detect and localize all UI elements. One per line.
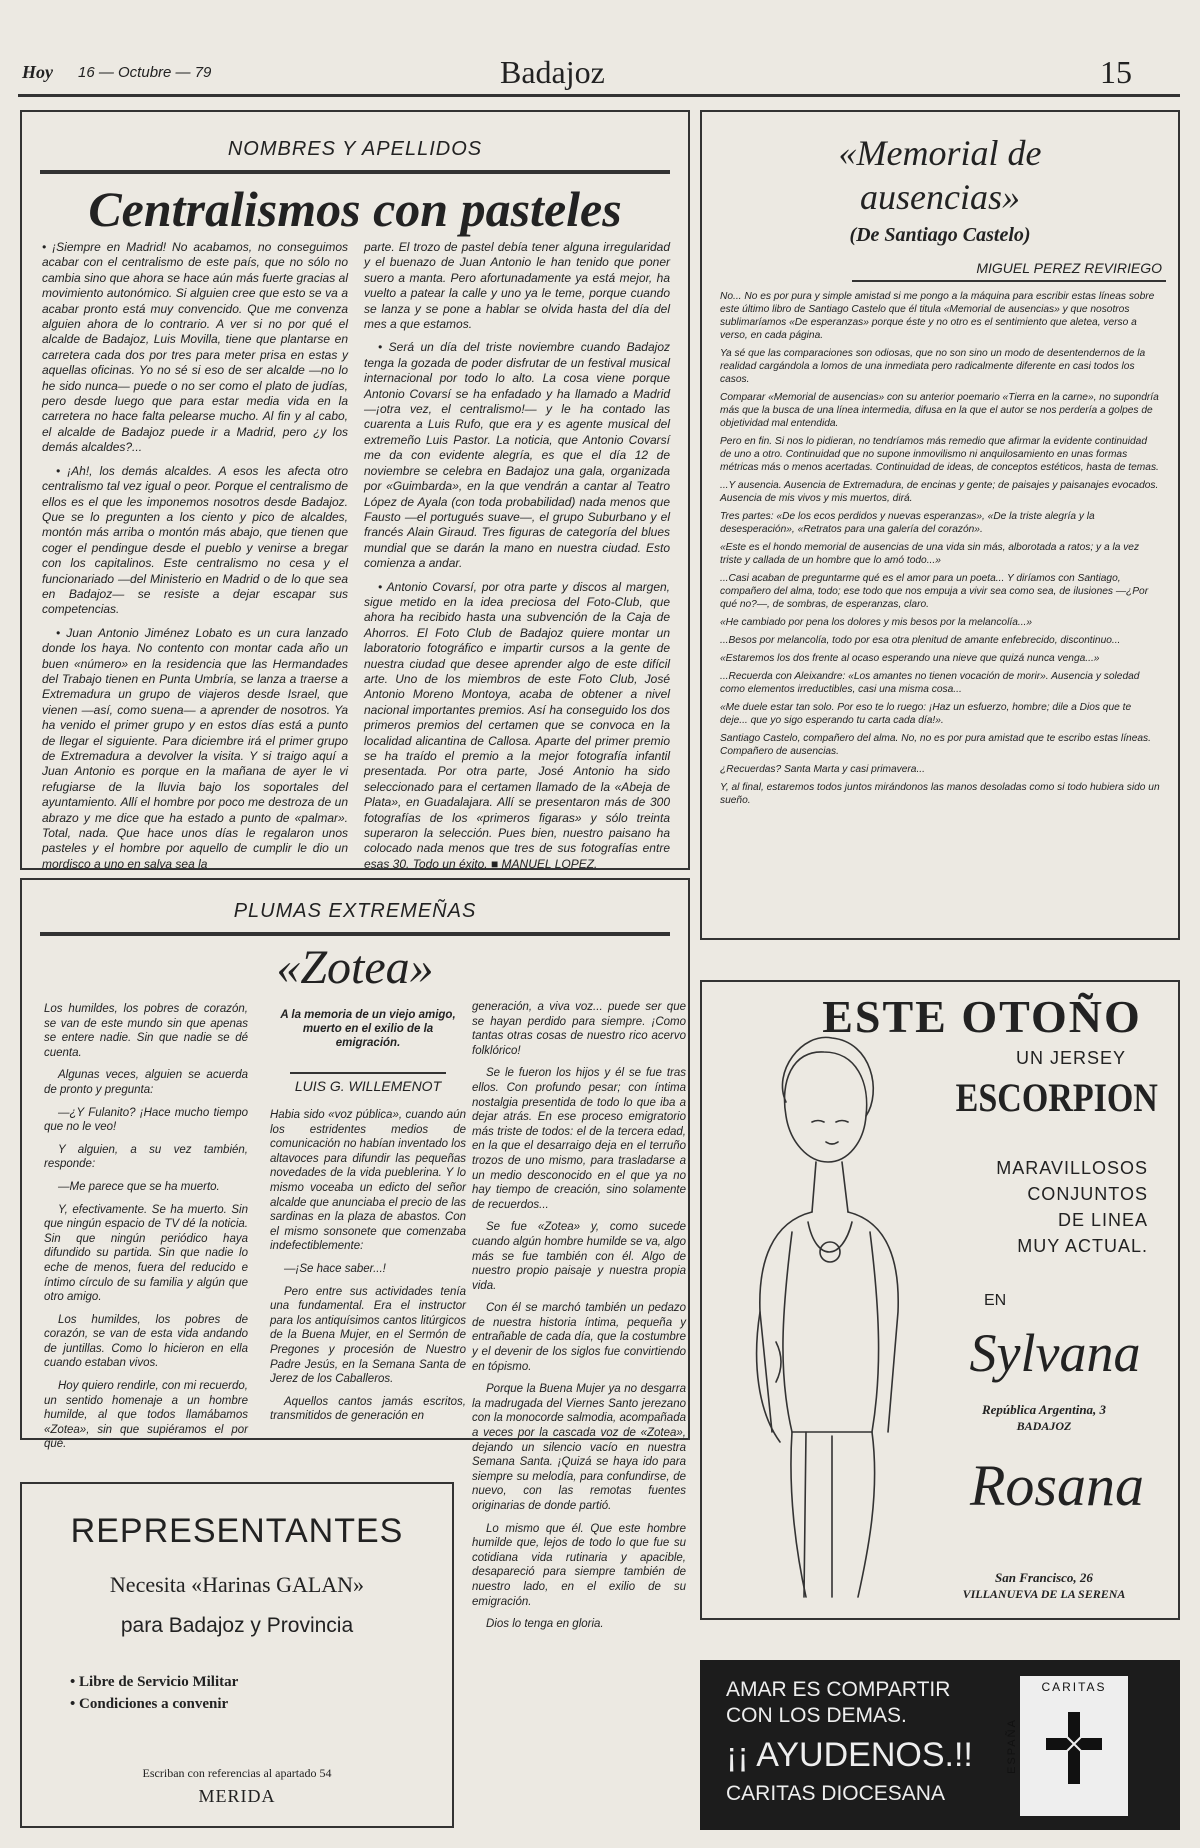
paragraph: ...Casi acaban de preguntarme qué es el amor para un poeta... Y diríamos con Santiago, compañero del alma, todo; ese todo que nos empuja a vivir sea como sea, de ilusiones —¿Por qué no?—, de sombras, de esperanzas, claro.	[720, 573, 1149, 610]
ad-caritas	[700, 1660, 1180, 1830]
paragraph: Con él se marchó también un pedazo de nuestra historia íntima, pequeña y entrañable de cada día, que la costumbre y el devenir de los siglos fue convirtiendo en tópismo.	[472, 1302, 686, 1373]
zotea-byline: LUIS G. WILLEMENOT	[294, 1078, 442, 1094]
zotea-title: «Zotea»	[276, 941, 434, 994]
shop-logo-sylvana: Sylvana	[969, 1323, 1141, 1383]
shop-address: República Argentina, 3	[981, 1402, 1107, 1417]
ad-line-2: para Badajoz y Provincia	[120, 1614, 354, 1637]
paragraph: Y, efectivamente. Se ha muerto. Sin que ningún espacio de TV dé la noticia. Sin que ningún periódico haya difundido su partida. Sin que nadie lo eche de menos, fuera del reducido e íntimo círculo de su familia y algún que otro amigo.	[44, 1203, 248, 1304]
quoted-verse: «Estaremos los dos frente al ocaso esperando una nieve que quizá nunca venga...»	[720, 653, 1100, 664]
paragraph: Porque la Buena Mujer ya no desgarra la madrugada del Viernes Santo jerezano con la monocorde salmodia, acompañada a veces por la cascada voz de «Zotea», dejando un silencio vacío en nuestra Semana Santa. ¡Quizá se haya ido para siempre su melodía, para confundirse, de nuevo, con las remotas fuentes originarias de donde partió.	[472, 1383, 686, 1512]
ad-line-1: UN JERSEY	[1015, 1048, 1126, 1068]
paragraph: Y alguien, a su vez también, responde:	[44, 1143, 248, 1171]
shop-city: BADAJOZ	[1016, 1419, 1072, 1433]
paragraph: Dios lo tenga en gloria.	[486, 1618, 604, 1631]
memorial-title-1: «Memorial de	[838, 133, 1042, 173]
paragraph: Pero entre sus actividades tenía una fundamental. Era el instructor para los antiquísimos cantos litúrgicos de la Buena Mujer, en el Sermón de Pregones y procesión de Nuestro Padre Jesús, en la Semana Santa de Jerez de los Caballeros.	[270, 1285, 466, 1386]
paragraph: Hoy quiero rendirle, con mi recuerdo, un sentido homenaje a un hombre humilde, al que todos llamábamos «Zotea», sin que supiéramos el por qué.	[44, 1380, 248, 1451]
caritas-seal-text: CARITAS	[1041, 1680, 1107, 1694]
paragraph: • Juan Antonio Jiménez Lobato es un cura lanzado donde los haya. No contento con montar cada año un buen «número» en la residencia que las Hermandades del Trabajo tienen en Punta Umbría, se lanza a traerse a Extremadura un grupo de viajeros desde Israel, que vienen —así, como suena— a aprender de nosotros. Ya ha venido el primer grupo y en estos días está a punto de llegar el siguiente. Para diciembre irá el primer grupo de Extremadura a devolver la visita. Y si traigo aquí a Juan Antonio es porque en la mañana de ayer le vi refugiarse de la lluvia bajo los soportales del ayuntamiento. Allí el hombre por poco me destroza de un abrazo y me dice que ha estado a punto de «palmar». Total, nada. Que hace unos días le regalaron unos pasteles y el hombre por aquello de cumplir le dio un mordisco a uno en salva sea la	[42, 625, 348, 871]
article-column-2	[364, 240, 670, 871]
quoted-verse: Y, al final, estaremos todos juntos mirándonos las manos desoladas como si todo hubiera sido un sueño.	[720, 782, 1160, 806]
paragraph: Aquellos cantos jamás escritos, transmitidos de generación en	[270, 1395, 466, 1423]
caritas-seal	[1005, 1676, 1128, 1816]
article-column-1	[42, 240, 348, 871]
paragraph: Santiago Castelo, compañero del alma. No, no es por pura amistad que te escribo estas líneas. Compañero de ausencias.	[720, 733, 1151, 757]
paragraph: —¡Se hace saber...!	[284, 1262, 386, 1275]
paragraph: —Me parece que se ha muerto.	[58, 1180, 220, 1193]
paragraph: Habia sido «voz pública», cuando aún los estridentes medios de comunicación no habían inventado los altavoces para difundir las pequeñas novedades de la vida pueblerina. Y lo mismo voceaba un edicto del señor alcalde que anunciaba el precio de las sardinas en la plaza de abastos. Con el mismo sonsonete que comenzaba indefectiblemente:	[270, 1109, 466, 1253]
caritas-seal-side: ESPAÑA	[1005, 1718, 1018, 1774]
zotea-column-3	[472, 1000, 686, 1840]
ad-headline: REPRESENTANTES	[70, 1512, 404, 1550]
caritas-line-3: ¡¡ AYUDENOS.!!	[726, 1736, 973, 1774]
cross-icon	[1042, 1708, 1106, 1788]
page-number: 15	[1100, 54, 1132, 90]
paragraph: ...Besos por melancolía, todo por esa otra plenitud de amante enfebrecido, discontinuo...	[720, 635, 1121, 646]
byline-rule	[852, 280, 1166, 282]
zotea-column-2	[270, 1108, 466, 1424]
masthead-logo: Hoy	[22, 62, 53, 82]
quoted-verse: «Este es el hondo memorial de ausencias de una vida sin más, alborotada a ratos; y a la vez triste y callada de un hombre que lo amó todo...»	[720, 542, 1140, 566]
quoted-verse: «He cambiado por pena los dolores y mis besos por la melancolía...»	[720, 617, 1033, 628]
ad-footer-2: MERIDA	[198, 1786, 276, 1806]
paragraph: • Será un día del triste noviembre cuando Badajoz tenga la gozada de poder disfrutar de un festival musical internacional por todo lo alto. La cosa viene porque Antonio Covarsí se ha enfadado y ha llamado a Madrid —¡otra vez, el centralismo!— y le ha contado las cuarenta a Luis Rufo, que era y es agente musical del extremeño Luis Pastor. La noticia, que Antonio Covarsí me da con evidente alegría, es que el día 12 de noviembre se celebra en Badajoz una gala, organizada por «Guimbarda», en la que vendrán a cantar al Teatro López de Ayala (con toda probabilidad) nada menos que Fausto —el portugués suave—, el grupo Suburbano y el francés Alain Giraud. Tres figuras de categoría del blues mundial que se darán la mano en nuestra ciudad. Esto comienza a andar.	[364, 340, 670, 571]
paragraph: Los humildes, los pobres de corazón, se van de esta vida andando de juntillas. Como lo hicieron en ella cuando estaban vivos.	[44, 1313, 248, 1370]
shop-logo-rosana: Rosana	[970, 1453, 1144, 1518]
paragraph: Se fue «Zotea» y, como sucede cuando algún hombre humilde se va, algo más se fue también con él. Algo de nuestro propio paisaje y nuestra propia vida.	[472, 1221, 686, 1292]
caritas-line-4: CARITAS DIOCESANA	[726, 1782, 945, 1805]
ad-footer-1: Escriban con referencias al apartado 54	[142, 1766, 332, 1780]
caritas-line-2: CON LOS DEMAS.	[726, 1704, 907, 1727]
ad-bullet-text: Condiciones a convenir	[79, 1696, 229, 1712]
ad-headline: ESTE OTOÑO	[822, 991, 1142, 1042]
ad-sylvana	[700, 980, 1180, 1620]
paragraph: Se le fueron los hijos y él se fue tras ellos. Con profundo pesar; con íntima nostalgia presentida de todo lo que iba a dejar atrás. En ese proceso emigratorio más triste de todos: el de la tercera edad, en la que el desarraigo deja en el terruño trozos de uno mismo, para trasladarse a un medio desconocido en el que ya no hay tiempo de creación, sino solamente de recuerdos...	[472, 1067, 686, 1211]
zotea-kicker: PLUMAS EXTREMEÑAS	[233, 900, 477, 922]
ad-bullet: • Condiciones a convenir	[70, 1696, 229, 1712]
paragraph: Los humildes, los pobres de corazón, se van de este mundo sin que apenas se entere nadie. Sin que nadie se dé cuenta.	[44, 1003, 248, 1059]
paragraph: • ¡Siempre en Madrid! No acabamos, no conseguimos acabar con el centralismo de este país, que no sólo no cambia sino que ahora se hace aún más fuerte gracias al movimiento autonómico. Si alguien cree que esto se va a acabar pronto está muy convencido. Que me convenza alguien ahora de lo contrario. A ver si no por qué el alcalde de Badajoz, Luis Movilla, tiene que plantarse en carretera cada dos por tres para meter prisa en estas y aquellas oficinas. Yo no sé si eso de ser alcalde —no lo he sido nunca— puede o no ser como el plato de judías, pero desde luego que para estar media vida en la carretera no hace falta pelearse mucho. Al fin y al cabo, el alcalde de Badajoz puede ir a Madrid, pero ¿y los demás alcaldes?...	[42, 240, 348, 455]
memorial-subtitle: (De Santiago Castelo)	[849, 224, 1031, 246]
paragraph: • ¡Ah!, los demás alcaldes. A esos les afecta otro centralismo tal vez igual o peor. Porque el centralismo de ellos es el que les imponemos nosotros desde Badajoz. Que se lo pregunten a los ciento y pico de alcaldes, montón más arriba o montón más abajo, que tienen que coger el pendingue desde el pueblo y venirse a bregar con los capitalinos. Este centralismo no cesa y el funcionariado —del Ministerio en Madrid o de lo que sea en Badajoz— se resiste a dejar escapar sus competencias.	[42, 463, 348, 617]
article-title: Centralismos con pasteles	[88, 181, 622, 237]
paragraph: Lo mismo que él. Que este hombre humilde que, lejos de todo lo que fue su cotidiana vida rutinaria y apacible, desapareció para siempre también de nuestro lado, en el exilio de su emigración.	[472, 1522, 686, 1608]
memorial-byline: MIGUEL PEREZ REVIRIEGO	[976, 260, 1162, 276]
ad-brand: ESCORPION	[955, 1075, 1158, 1120]
caritas-line-1: AMAR ES COMPARTIR	[726, 1678, 951, 1701]
paragraph: ¿Recuerdas? Santa Marta y casi primavera...	[720, 764, 925, 775]
paragraph: Tres partes: «De los ecos perdidos y nuevas esperanzas», «De la triste alegría y la desesperación», «Retratos para una galería del corazón».	[720, 511, 1095, 535]
ad-bullet: • Libre de Servicio Militar	[70, 1674, 239, 1690]
shop-address: San Francisco, 26	[995, 1570, 1093, 1585]
article-centralismos	[20, 110, 690, 870]
ad-body-line: MARAVILLOSOS	[996, 1158, 1148, 1178]
zotea-column-1	[44, 1002, 248, 1451]
paragraph: —¿Y Fulanito? ¡Hace mucho tiempo que no le veo!	[44, 1106, 248, 1134]
paragraph: ...Y ausencia. Ausencia de Extremadura, de encinas y gente; de paisajes y paisanajes evocados. Ausencia de mis vivos y mis muertos, dirá.	[720, 480, 1159, 504]
ad-line-1: Necesita «Harinas GALAN»	[109, 1572, 365, 1597]
paragraph: Pero en fin. Si nos lo pidieran, no tendríamos más remedio que afirmar la evidente continuidad de uno a otro. Continuidad que no supone inmovilismo ni anquilosamiento en unas formas métricas más o menos acertadas. Continuidad de ideas, de conceptos estéticos, hasta de temas.	[720, 436, 1159, 473]
header-rule	[18, 94, 1180, 97]
section-title: Badajoz	[500, 54, 605, 90]
paragraph: No... No es por pura y simple amistad si me pongo a la máquina para escribir estas líneas sobre este último libro de Santiago Castelo que él titula «Memorial de ausencias» y que nosotros sublimaríamos «De esperanzas» porque éste y no otro es el sentimiento que aletea, verso a verso, en cada página.	[720, 291, 1155, 341]
article-memorial	[700, 110, 1180, 940]
fashion-illustration	[732, 1012, 922, 1602]
ad-bullet-text: Libre de Servicio Militar	[79, 1674, 239, 1690]
issue-date: 16 — Octubre — 79	[78, 64, 212, 81]
dedication-rule	[290, 1072, 446, 1074]
ad-representantes	[20, 1482, 454, 1828]
kicker-rule	[40, 170, 670, 174]
zotea-dedication: A la memoria de un viejo amigo, muerto en el exilio de la emigración.	[280, 1009, 456, 1049]
ad-en: EN	[984, 1292, 1007, 1309]
ad-body-line: DE LINEA	[1057, 1210, 1148, 1230]
article-kicker: NOMBRES Y APELLIDOS	[227, 138, 483, 160]
shop-city: VILLANUEVA DE LA SERENA	[962, 1587, 1126, 1601]
memorial-title-2: ausencias»	[860, 177, 1020, 217]
paragraph: generación, a viva voz... puede ser que se hayan perdido para siempre. ¡Como tantas otras cosas de nuestro rico acervo folklórico!	[472, 1001, 686, 1057]
ad-body-line: CONJUNTOS	[1027, 1184, 1148, 1204]
zotea-rule	[40, 932, 670, 936]
paragraph: Ya sé que las comparaciones son odiosas, que no son sino un modo de desentendernos de la realidad cargándola a lomos de una inmediata pero radicalmente diferente en casi todos los casos.	[720, 348, 1146, 385]
paragraph: parte. El trozo de pastel debía tener alguna irregularidad y el buenazo de Juan Antonio le han tenido que poner suero a manta. Pero afortunadamente ya está mejor, ha vuelto a patear la calle y uno ya le teme, porque cuando se lanza y se pone a hablar se olvida hasta del día del mes a que estamos.	[364, 240, 670, 332]
memorial-body	[720, 290, 1160, 930]
paragraph: Algunas veces, alguien se acuerda de pronto y pregunta:	[44, 1069, 248, 1096]
paragraph: • Antonio Covarsí, por otra parte y discos al margen, sigue metido en la idea preciosa del Foto-Club, que ahora ha recibido hasta una subvención de la Caja de Ahorros. El Foto Club de Badajoz quiere montar un laboratorio fotográfico e impartir cursos a la gente de nuestra ciudad que desee aprender algo de este difícil arte. Uno de los miembros de este Foto Club, José Antonio Moreno Montoya, acaba de obtener a nivel nacional importantes premios. Así ha conseguido los dos primeros premios del certamen que se convoca en la localidad alicantina de Callosa. Aparte del primer premio se ha traído el premio a la mejor fotografía infantil presentada. Por otra parte, José Antonio ha sido seleccionado para el certamen llamado de la «Abeja de Plata», en Guadalajara. Allí se presentaron más de 300 fotografías de los «primeros figaras» y sólo treinta superaron la selección. Pues bien, nuestro paisano ha colocado nada menos que tres de sus fotografías entre esas 30. Todo un éxito. ■ MANUEL LOPEZ.	[364, 579, 670, 871]
quoted-verse: «Me duele estar tan solo. Por eso te lo ruego: ¡Haz un esfuerzo, hombre; dile a Dios que te deje... que yo sigo esperando tu carta cada día!».	[720, 702, 1132, 726]
ad-body-line: MUY ACTUAL.	[1017, 1236, 1148, 1256]
paragraph: Comparar «Memorial de ausencias» con su anterior poemario «Tierra en la carne», no supondría más que la busca de una línea intermedia, difusa en la que el autor se nos perdería a golpes de objetividad mal entendida.	[720, 392, 1159, 429]
paragraph: ...Recuerda con Aleixandre: «Los amantes no tienen vocación de morir». Ausencia y soledad como elementos irreductibles, casi una misma cosa...	[720, 671, 1140, 695]
